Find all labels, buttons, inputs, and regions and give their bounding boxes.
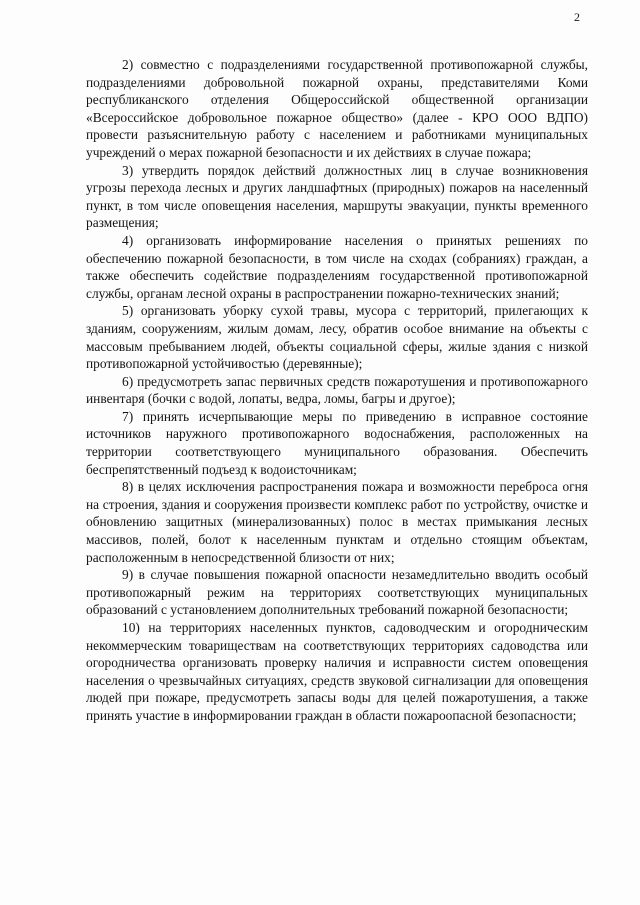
- paragraph-item-2: 2) совместно с подразделениями государственной противопожарной службы, подразделениями добровольной пожарной охраны, представителями Коми республиканского отделения Общероссийской общественной организации «Всероссийское добровольное пожарное общество» (далее - КРО ООО ВДПО) провести разъяснительную работу с населением и работниками муниципальных учреждений о мерах пожарной безопасности и их действиях в случае пожара;: [86, 57, 588, 160]
- paragraph-item-6: 6) предусмотреть запас первичных средств пожаротушения и противопожарного инвентаря (бочки с водой, лопаты, ведра, ломы, багры и другое);: [86, 373, 588, 407]
- paragraph-item-8: 8) в целях исключения распространения пожара и возможности переброса огня на строения, здания и сооружения произвести комплекс работ по устройству, очистке и обновлению защитных (минерализованных) полос в местах примыкания лесных массивов, полей, болот к населенным пунктам и отдельно стоящим объектам, расположенным в непосредственной близости от них;: [86, 479, 588, 565]
- document-body: [86, 56, 588, 725]
- paragraph-item-4: 4) организовать информирование населения о принятых решениях по обеспечению пожарной безопасности, в том числе на сходах (собраниях) граждан, а также обеспечить содействие подразделениям государственной противопожарной службы, органам лесной охраны в распространении пожарно-технических знаний;: [86, 232, 588, 301]
- paragraph-item-10: 10) на территориях населенных пунктов, садоводческим и огородническим некоммерческим товариществам на соответствующих территориях садоводства или огородничества организовать проверку наличия и исправности систем оповещения населения о чрезвычайных ситуациях, средств звуковой сигнализации для оповещения людей при пожаре, предусмотреть запасы воды для целей пожаротушения, а также принять участие в информировании граждан в области пожароопасной безопасности;: [86, 620, 588, 723]
- paragraph-item-3: 3) утвердить порядок действий должностных лиц в случае возникновения угрозы перехода лесных и других ландшафтных (природных) пожаров на населенный пункт, в том числе оповещения населения, маршруты эвакуации, пункты временного размещения;: [86, 162, 588, 231]
- page-number: 2: [574, 10, 580, 24]
- paragraph-item-9: 9) в случае повышения пожарной опасности незамедлительно вводить особый противопожарный режим на территориях соответствующих муниципальных образований с установлением дополнительных требований пожарной безопасности;: [86, 567, 588, 618]
- paragraph-item-7: 7) принять исчерпывающие меры по приведению в исправное состояние источников наружного противопожарного водоснабжения, расположенных на территории соответствующего муниципального образования. Обеспечить беспрепятственный подъезд к водоисточникам;: [86, 408, 588, 477]
- paragraph-item-5: 5) организовать уборку сухой травы, мусора с территорий, прилегающих к зданиям, сооружениям, жилым домам, лесу, обратив особое внимание на объекты с массовым пребыванием людей, объекты социальной сферы, жилые здания с низкой противопожарной устойчивостью (деревянные);: [86, 303, 588, 372]
